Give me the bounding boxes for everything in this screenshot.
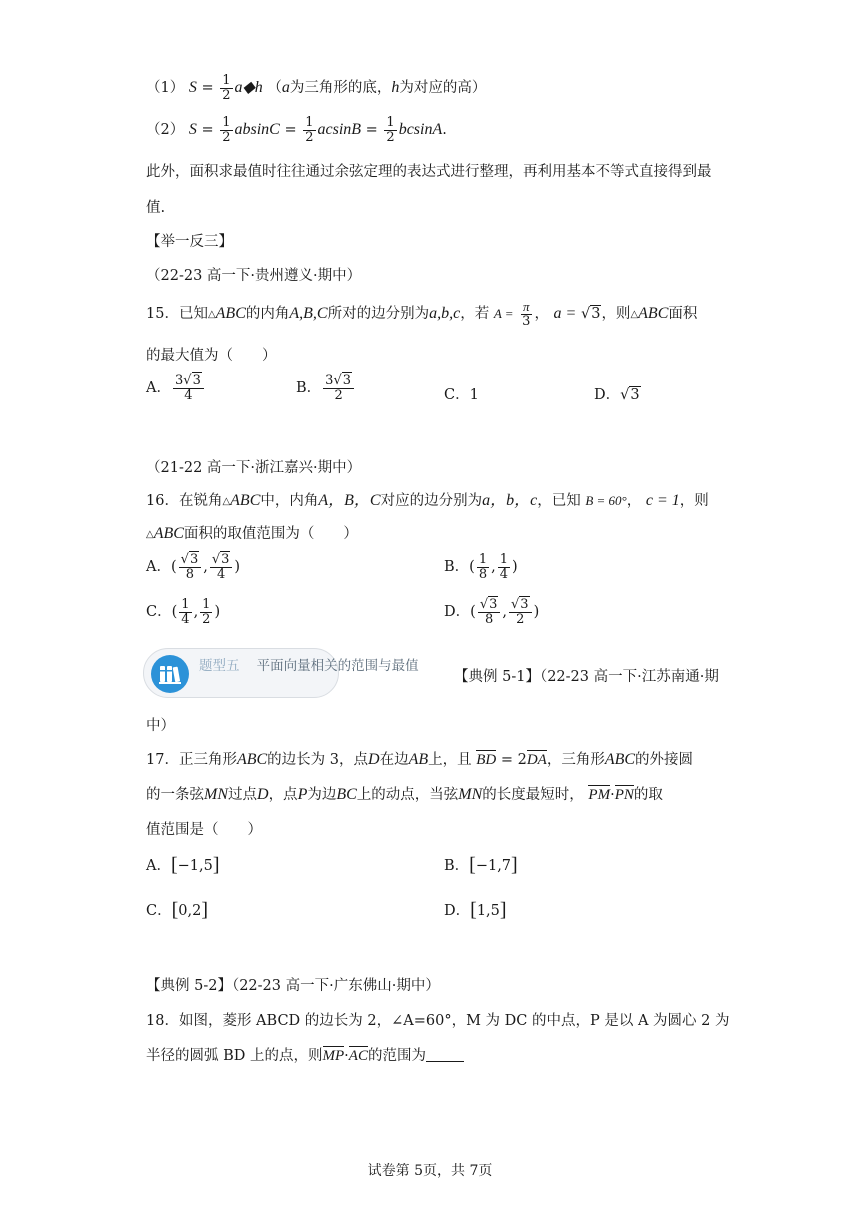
q18-source: 【典例 5-2】（22-23 高一下·广东佛山·期中）: [146, 978, 440, 994]
explanation-paragraph: 此外，面积求最值时往往通过余弦定理的表达式进行整理，再利用基本不等式直接得到最值.: [146, 164, 712, 216]
q17-option-a[interactable]: A．[−1,5]: [146, 854, 220, 876]
formula-2: （2） S = $\frac{1}{2}$ absinC = $\frac{1}{2}$ acsinB = $\frac{1}{2}$ bcsinA.: [146, 115, 447, 145]
q15-option-d[interactable]: D．√3: [594, 387, 640, 403]
formula-1: （1） S = $\frac{1}{2}$ a◆h （a为三角形的底，h为对应的高）: [146, 73, 487, 103]
page-footer: 试卷第 5页，共 7页: [367, 1163, 493, 1179]
fraction: $\frac{1}{4}$: [181, 597, 190, 627]
q16-source: （21-22 高一下·浙江嘉兴·期中）: [146, 460, 362, 476]
q17-option-b[interactable]: B．[−1,7]: [444, 854, 518, 876]
fraction: $\frac{√3}{8}$: [478, 598, 501, 626]
q16-option-c[interactable]: C．( $\frac{1}{4}$ , $\frac{1}{2}$ ): [146, 597, 221, 627]
topic-banner: [143, 648, 419, 698]
q15-option-c[interactable]: C．1: [444, 387, 479, 403]
triangle-icon: △: [630, 309, 639, 321]
q15-stem-line1: 15．已知△ABC的内角A,B,C所对的边分别为a,b,c，若 A = $\frac{\pi}{3}$ ， a = √3，则△ABC面积: [146, 299, 698, 329]
q17-option-c[interactable]: C．[0,2]: [146, 899, 209, 921]
fraction: $\frac{√3}{4}$: [210, 553, 233, 581]
q17-stem-line1: 17．正三角形ABC的边长为 3，点D在边AB上，且 BD = 2DA，三角形ABC的外接圆: [146, 751, 694, 768]
answer-blank[interactable]: [426, 1047, 464, 1062]
fraction: $\frac{\pi}{3}$: [522, 299, 531, 329]
fraction: $\frac{1}{2}$: [386, 115, 395, 145]
q15-source: （22-23 高一下·贵州遵义·期中）: [146, 268, 362, 284]
fraction: $\frac{3√3}{2}$: [323, 374, 354, 402]
section-heading: 【举一反三】: [146, 234, 233, 250]
q17-source: 【典例 5-1】（22-23 高一下·江苏南通·期: [454, 669, 719, 685]
q16-stem-line2: △ABC面积的取值范围为（ ）: [146, 525, 358, 542]
fraction: $\frac{1}{2}$: [222, 115, 231, 145]
books-icon: [151, 655, 189, 693]
fraction: $\frac{1}{2}$: [305, 115, 314, 145]
q15-option-b[interactable]: B． $\frac{3√3}{2}$: [296, 374, 356, 402]
fraction: $\frac{3√3}{4}$: [173, 374, 204, 402]
q16-option-d[interactable]: D．( $\frac{√3}{8}$ , $\frac{√3}{2}$ ): [444, 597, 540, 627]
fraction: $\frac{√3}{8}$: [179, 553, 202, 581]
triangle-icon: △: [207, 309, 216, 321]
q16-option-a[interactable]: A．( $\frac{√3}{8}$ , $\frac{√3}{4}$ ): [146, 552, 241, 582]
q17-source-cont: 中）: [146, 718, 175, 734]
triangle-icon: △: [222, 496, 231, 507]
fraction: $\frac{1}{2}$: [202, 597, 211, 627]
q17-option-d[interactable]: D．[1,5]: [444, 899, 507, 921]
q17-stem-line3: 值范围是（ ）: [146, 822, 262, 838]
fraction: $\frac{1}{2}$: [222, 73, 231, 103]
q15-option-a[interactable]: A． $\frac{3√3}{4}$: [146, 374, 206, 402]
fraction: $\frac{1}{8}$: [478, 552, 488, 582]
fraction: $\frac{√3}{2}$: [509, 598, 532, 626]
q16-stem-line1: 16．在锐角△ABC中，内角A，B，C对应的边分别为a，b，c，已知 B = 60°， c = 1，则: [146, 492, 709, 509]
triangle-icon: △: [146, 529, 154, 540]
q18-stem-line1: 18．如图，菱形 ABCD 的边长为 2，∠A=60°，M 为 DC 的中点，P 是以 A 为圆心 2 为: [146, 1013, 730, 1029]
banner-label: 题型五: [199, 658, 240, 674]
q17-stem-line2: 的一条弦MN过点D，点P为边BC上的动点，当弦MN的长度最短时， PM·PN的取: [146, 786, 663, 803]
q18-stem-line2: 半径的圆弧 BD 上的点，则MP·AC的范围为: [146, 1044, 464, 1065]
q15-stem-line2: 的最大值为（ ）: [146, 348, 277, 364]
fraction: $\frac{1}{4}$: [499, 552, 508, 582]
banner-title: 平面向量相关的范围与最值: [256, 658, 419, 674]
q16-option-b[interactable]: B．( $\frac{1}{8}$ , $\frac{1}{4}$ ): [444, 552, 518, 582]
